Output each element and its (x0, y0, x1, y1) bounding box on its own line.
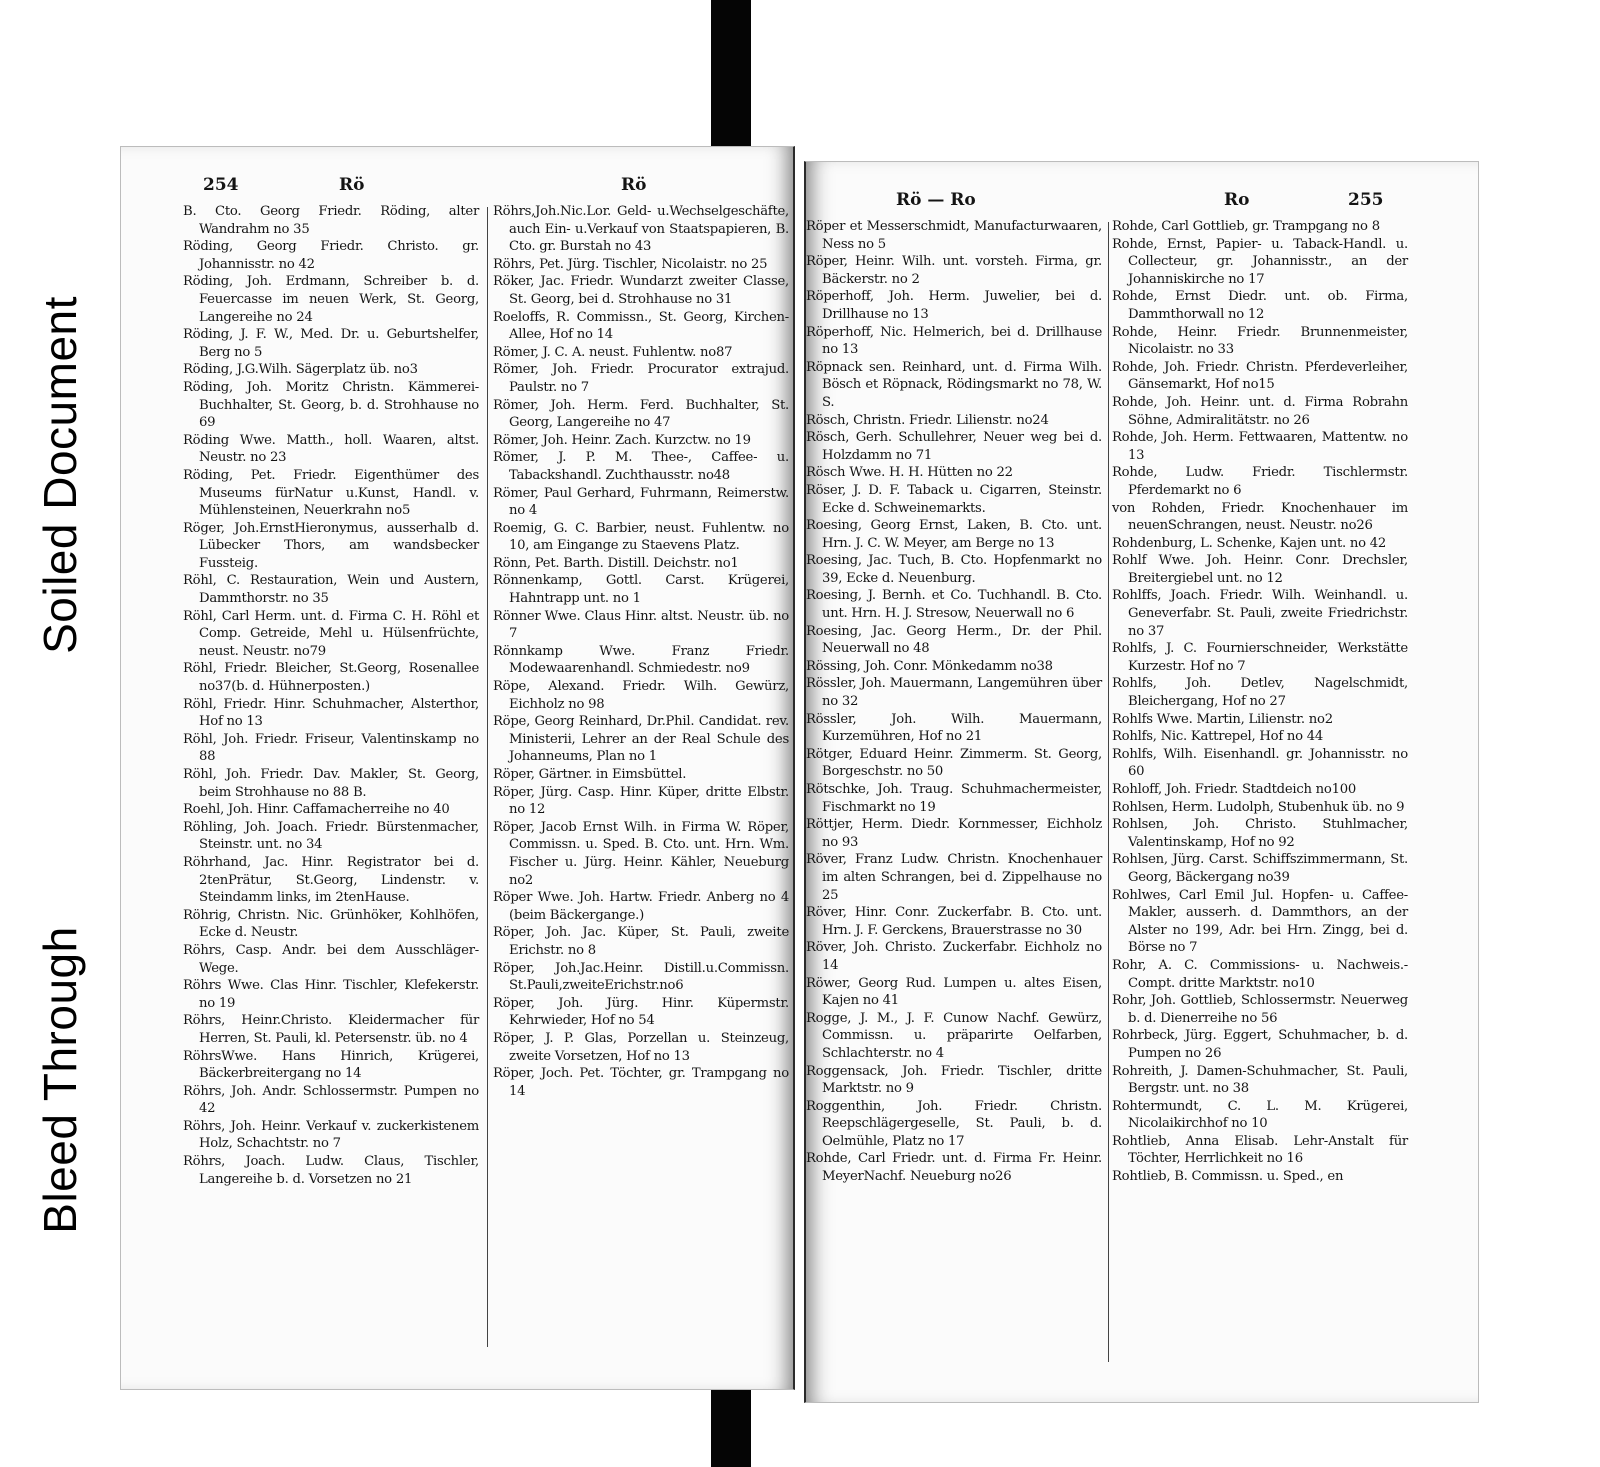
directory-entry: Röhrs, Heinr.Christo. Kleidermacher für Herren, St. Pauli, kl. Petersenstr. üb. no 4 (183, 1013, 479, 1046)
right-page-header (806, 190, 1478, 216)
directory-entry: Röper et Messerschmidt, Manufacturwaaren, Ness no 5 (806, 219, 1102, 252)
directory-entry: Rohr, A. C. Commissions- u. Nachweis.-Compt. dritte Marktstr. no10 (1112, 957, 1408, 991)
directory-entry: Röhl, Friedr. Bleicher, St.Georg, Rosenallee no37(b. d. Hühnerposten.) (183, 661, 479, 695)
directory-entry: Rohr, Joh. Gottlieb, Schlossermstr. Neuerweg b. d. Dienerreihe no 56 (1112, 993, 1408, 1026)
directory-entry: Rohde, Carl Friedr. unt. d. Firma Fr. Heinr. MeyerNachf. Neueburg no26 (806, 1151, 1102, 1185)
directory-entry: Roggenthin, Joh. Friedr. Christn. Reepschlägergeselle, St. Pauli, b. d. Oelmühle, Platz no 17 (806, 1098, 1102, 1149)
directory-entry: Rösch, Gerh. Schullehrer, Neuer weg bei d. Holzdamm no 71 (806, 430, 1102, 463)
running-head-right-col2: Ro (1224, 190, 1250, 210)
directory-entry: Rohlfs, Wilh. Eisenhandl. gr. Johannisstr. no 60 (1112, 746, 1408, 780)
directory-entry: Rohlffs, Joach. Friedr. Wilh. Weinhandl. u. Geneverfabr. St. Pauli, zweite Friedrichstr. no 37 (1112, 588, 1408, 639)
directory-entry: Röpe, Alexand. Friedr. Wilh. Gewürz, Eichholz no 98 (493, 679, 789, 712)
directory-entry: Röperhoff, Nic. Helmerich, bei d. Drillhause no 13 (806, 324, 1102, 358)
right-page-column-2 (1112, 218, 1408, 1186)
directory-entry: Rohlfs Wwe. Martin, Lilienstr. no2 (1112, 711, 1333, 727)
directory-entry: Rohlfs, Nic. Kattrepel, Hof no 44 (1112, 729, 1324, 745)
directory-entry: B. Cto. Georg Friedr. Röding, alter Wandrahm no 35 (183, 204, 479, 237)
binding-gutter-top (711, 0, 751, 170)
directory-entry: Röpnack sen. Reinhard, unt. d. Firma Wilh. Bösch et Röpnack, Rödingsmarkt no 78, W. S. (806, 359, 1102, 410)
left-page-header (121, 175, 793, 201)
directory-entry: Röper, Jürg. Casp. Hinr. Küper, dritte Elbstr. no 12 (493, 784, 789, 818)
column-divider (1108, 222, 1109, 1362)
directory-entry: Römer, J. C. A. neust. Fuhlentw. no87 (493, 344, 733, 360)
directory-entry: Rönnkamp Wwe. Franz Friedr. Modewaarenhandl. Schmiedestr. no9 (493, 643, 789, 677)
directory-entry: Röhrs, Casp. Andr. bei dem Ausschläger-Wege. (183, 942, 479, 976)
directory-entry: Röhl, Carl Herm. unt. d. Firma C. H. Röhl et Comp. Getreide, Mehl u. Hülsenfrüchte, neust. Neustr. no79 (183, 608, 479, 659)
column-divider (487, 207, 488, 1347)
directory-entry: RöhrsWwe. Hans Hinrich, Krügerei, Bäckerbreitergang no 14 (183, 1048, 479, 1082)
directory-entry: Röhrs Wwe. Clas Hinr. Tischler, Klefekerstr. no 19 (183, 978, 479, 1011)
directory-entry: Rohlwes, Carl Emil Jul. Hopfen- u. Caffee-Makler, ausserh. d. Dammthors, an der Alster no 199, Adr. bei Hrn. Zingg, bei d. Börse no 7 (1112, 887, 1408, 956)
right-page-column-1 (806, 218, 1102, 1186)
directory-entry: Röhrig, Christn. Nic. Grünhöker, Kohlhöfen, Ecke d. Neustr. (183, 907, 479, 941)
directory-entry: Röker, Jac. Friedr. Wundarzt zweiter Classe, St. Georg, bei d. Strohhause no 31 (493, 274, 789, 307)
directory-entry: Röhrs, Pet. Jürg. Tischler, Nicolaistr. no 25 (493, 256, 768, 272)
directory-entry: Rönnenkamp, Gottl. Carst. Krügerei, Hahntrapp unt. no 1 (493, 573, 789, 607)
directory-entry: Röper, J. P. Glas, Porzellan u. Steinzeug, zweite Vorsetzen, Hof no 13 (493, 1030, 789, 1064)
directory-entry: Röhrs, Joh. Heinr. Verkauf v. zuckerkistenem Holz, Schachtstr. no 7 (183, 1118, 479, 1152)
directory-entry: Rohtlieb, Anna Elisab. Lehr-Anstalt für Töchter, Herrlichkeit no 16 (1112, 1133, 1408, 1167)
directory-entry: Röver, Hinr. Conr. Zuckerfabr. B. Cto. unt. Hrn. J. F. Gerckens, Brauerstrasse no 30 (806, 905, 1102, 938)
directory-entry: Rösch Wwe. H. H. Hütten no 22 (806, 465, 1013, 481)
directory-entry: Rohlfs, J. C. Fournierschneider, Werkstätte Kurzestr. Hof no 7 (1112, 641, 1408, 674)
directory-entry: Rogge, J. M., J. F. Cunow Nachf. Gewürz, Commissn. u. präparirte Oelfarben, Schlachterstr. no 4 (806, 1010, 1102, 1061)
directory-entry: Roehl, Joh. Hinr. Caffamacherreihe no 40 (183, 802, 450, 818)
running-head-left-col1: Rö (339, 175, 365, 195)
directory-entry: Röper, Joh.Jac.Heinr. Distill.u.Commissn. St.Pauli,zweiteErichstr.no6 (493, 960, 789, 994)
directory-entry: Röper, Gärtner. in Eimsbüttel. (493, 767, 687, 782)
directory-entry: Röper, Joch. Pet. Töchter, gr. Trampgang no 14 (493, 1066, 789, 1099)
directory-entry: Rössing, Joh. Conr. Mönkedamm no38 (806, 658, 1053, 674)
directory-entry: Rössler, Joh. Mauermann, Langemühren über no 32 (806, 676, 1102, 710)
directory-entry: Röhl, Joh. Friedr. Friseur, Valentinskamp no 88 (183, 731, 479, 765)
directory-entry: Rohrbeck, Jürg. Eggert, Schuhmacher, b. d. Pumpen no 26 (1112, 1028, 1408, 1061)
directory-entry: Rohde, Joh. Heinr. unt. d. Firma Robrahn Söhne, Admiralitätstr. no 26 (1112, 394, 1408, 428)
directory-entry: Römer, Joh. Herm. Ferd. Buchhalter, St. Georg, Langereihe no 47 (493, 397, 789, 431)
directory-entry: Röper Wwe. Joh. Hartw. Friedr. Anberg no 4 (beim Bäckergange.) (493, 890, 789, 923)
directory-entry: Röhrs, Joach. Ludw. Claus, Tischler, Langereihe b. d. Vorsetzen no 21 (183, 1154, 479, 1187)
left-page-column-2 (493, 203, 789, 1100)
directory-entry: Rohlf Wwe. Joh. Heinr. Conr. Drechsler, Breitergiebel unt. no 12 (1112, 553, 1408, 586)
directory-entry: Römer, Joh. Heinr. Zach. Kurzctw. no 19 (493, 432, 751, 448)
directory-entry: Roesing, Georg Ernst, Laken, B. Cto. unt. Hrn. J. C. W. Meyer, am Berge no 13 (806, 518, 1102, 551)
running-head-right-col1: Rö — Ro (896, 190, 976, 210)
directory-entry: Röper, Jacob Ernst Wilh. in Firma W. Röper, Commissn. u. Sped. B. Cto. unt. Hrn. Wm. Fischer u. Jürg. Heinr. Kähler, Neueburg no2 (493, 819, 789, 888)
left-page-column-1 (183, 203, 479, 1188)
directory-entry: Rohde, Ernst Diedr. unt. ob. Firma, Dammthorwall no 12 (1112, 289, 1408, 322)
directory-entry: Roeloffs, R. Commissn., St. Georg, Kirchen-Allee, Hof no 14 (493, 309, 789, 343)
directory-entry: Rohlfs, Joh. Detlev, Nagelschmidt, Bleichergang, Hof no 27 (1112, 676, 1408, 710)
directory-entry: Rohtermundt, C. L. M. Krügerei, Nicolaikirchhof no 10 (1112, 1098, 1408, 1132)
directory-entry: Röhrs, Joh. Andr. Schlossermstr. Pumpen no 42 (183, 1083, 479, 1117)
directory-entry: Rössler, Joh. Wilh. Mauermann, Kurzemühren, Hof no 21 (806, 711, 1102, 745)
directory-entry: Röver, Joh. Christo. Zuckerfabr. Eichholz no 14 (806, 940, 1102, 973)
directory-entry: Rösch, Christn. Friedr. Lilienstr. no24 (806, 412, 1049, 428)
directory-entry: Röhl, C. Restauration, Wein und Austern, Dammthorstr. no 35 (183, 573, 479, 607)
directory-entry: Röding, Georg Friedr. Christo. gr. Johannisstr. no 42 (183, 239, 479, 272)
directory-entry: Rohde, Heinr. Friedr. Brunnenmeister, Nicolaistr. no 33 (1112, 324, 1408, 358)
directory-entry: Röper, Heinr. Wilh. unt. vorsteh. Firma, gr. Bäckerstr. no 2 (806, 254, 1102, 287)
directory-entry: Rohdenburg, L. Schenke, Kajen unt. no 42 (1112, 535, 1387, 551)
directory-entry: Röding Wwe. Matth., holl. Waaren, altst. Neustr. no 23 (183, 432, 479, 466)
directory-entry: Rötschke, Joh. Traug. Schuhmachermeister, Fischmarkt no 19 (806, 782, 1102, 815)
page-number-right: 255 (1348, 190, 1384, 210)
left-page (120, 146, 795, 1390)
right-page (804, 161, 1479, 1403)
directory-entry: Rönner Wwe. Claus Hinr. altst. Neustr. üb. no 7 (493, 608, 789, 642)
directory-entry: Röhrs,Joh.Nic.Lor. Geld- u.Wechselgeschäfte, auch Ein- u.Verkauf von Staatspapieren, B. Cto. gr. Burstah no 43 (493, 204, 789, 255)
directory-entry: Rohlsen, Jürg. Carst. Schiffszimmermann, St. Georg, Bäckergang no39 (1112, 852, 1408, 885)
directory-entry: Rohde, Ludw. Friedr. Tischlermstr. Pferdemarkt no 6 (1112, 465, 1408, 498)
directory-entry: Rohlsen, Joh. Christo. Stuhlmacher, Valentinskamp, Hof no 92 (1112, 817, 1408, 850)
directory-entry: Roesing, Jac. Tuch, B. Cto. Hopfenmarkt no 39, Ecke d. Neuenburg. (806, 553, 1102, 586)
directory-entry: von Rohden, Friedr. Knochenhauer im neuenSchrangen, neust. Neustr. no26 (1112, 500, 1408, 534)
directory-entry: Roemig, G. C. Barbier, neust. Fuhlentw. no 10, am Eingange zu Staevens Platz. (493, 520, 789, 554)
directory-entry: Rohde, Joh. Friedr. Christn. Pferdeverleiher, Gänsemarkt, Hof no15 (1112, 359, 1408, 393)
directory-entry: Rohde, Carl Gottlieb, gr. Trampgang no 8 (1112, 219, 1380, 234)
directory-entry: Römer, Paul Gerhard, Fuhrmann, Reimerstw. no 4 (493, 485, 789, 519)
directory-entry: Röding, J. F. W., Med. Dr. u. Geburtshelfer, Berg no 5 (183, 327, 479, 360)
directory-entry: Rohlsen, Herm. Ludolph, Stubenhuk üb. no 9 (1112, 799, 1405, 815)
directory-entry: Rohloff, Joh. Friedr. Stadtdeich no100 (1112, 782, 1357, 797)
directory-entry: Röhl, Joh. Friedr. Dav. Makler, St. Georg, beim Strohhause no 88 B. (183, 767, 479, 800)
directory-entry: Röper, Joh. Jürg. Hinr. Küpermstr. Kehrwieder, Hof no 54 (493, 995, 789, 1029)
directory-entry: Röser, J. D. F. Taback u. Cigarren, Steinstr. Ecke d. Schweinemarkts. (806, 482, 1102, 516)
directory-entry: Rohde, Ernst, Papier- u. Taback-Handl. u. Collecteur, gr. Johannisstr., an der Johanniskirche no 17 (1112, 236, 1408, 287)
directory-entry: Rötger, Eduard Heinr. Zimmerm. St. Georg, Borgeschstr. no 50 (806, 746, 1102, 780)
directory-entry: Rohde, Joh. Herm. Fettwaaren, Mattentw. no 13 (1112, 430, 1408, 463)
running-head-left-col2: Rö (621, 175, 647, 195)
directory-entry: Röger, Joh.ErnstHieronymus, ausserhalb d. Lübecker Thors, am wandsbecker Fussteig. (183, 520, 479, 571)
directory-entry: Rönn, Pet. Barth. Distill. Deichstr. no1 (493, 555, 739, 571)
directory-entry: Röwer, Georg Rud. Lumpen u. altes Eisen, Kajen no 41 (806, 975, 1102, 1009)
directory-entry: Römer, J. P. M. Thee-, Caffee- u. Tabackshandl. Zuchthausstr. no48 (493, 450, 789, 483)
directory-entry: Röpe, Georg Reinhard, Dr.Phil. Candidat. rev. Ministerii, Lehrer an der Real Schule des Johanneums, Plan no 1 (493, 714, 789, 765)
directory-entry: Roesing, Jac. Georg Herm., Dr. der Phil. Neuerwall no 48 (806, 623, 1102, 657)
directory-entry: Röper, Joh. Jac. Küper, St. Pauli, zweite Erichstr. no 8 (493, 925, 789, 958)
binding-gutter-bottom (711, 1388, 751, 1467)
directory-entry: Röding, Joh. Moritz Christn. Kämmerei-Buchhalter, St. Georg, b. d. Strohhause no 69 (183, 379, 479, 431)
directory-entry: Röhrhand, Jac. Hinr. Registrator bei d. 2tenPrätur, St.Georg, Lindenstr. v. Steindamm links, im 2tenHause. (183, 854, 479, 906)
directory-entry: Röding, Joh. Erdmann, Schreiber b. d. Feuercasse im neuen Werk, St. Georg, Langereihe no 24 (183, 274, 479, 325)
directory-entry: Roesing, J. Bernh. et Co. Tuchhandl. B. Cto. unt. Hrn. H. J. Stresow, Neuerwall no 6 (806, 588, 1102, 622)
directory-entry: Rohtlieb, B. Commissn. u. Sped., en (1112, 1169, 1344, 1185)
directory-entry: Röver, Franz Ludw. Christn. Knochenhauer im alten Schrangen, bei d. Zippelhause no 25 (806, 852, 1102, 903)
directory-entry: Röding, Pet. Friedr. Eigenthümer des Museums fürNatur u.Kunst, Handl. v. Mühlensteinen, Neuerkrahn no5 (183, 467, 479, 519)
directory-entry: Roggensack, Joh. Friedr. Tischler, dritte Marktstr. no 9 (806, 1063, 1102, 1097)
directory-entry: Rohreith, J. Damen-Schuhmacher, St. Pauli, Bergstr. unt. no 38 (1112, 1063, 1408, 1097)
page-number-left: 254 (203, 175, 239, 195)
directory-entry: Röttjer, Herm. Diedr. Kornmesser, Eichholz no 93 (806, 817, 1102, 850)
directory-entry: Röhl, Friedr. Hinr. Schuhmacher, Alsterthor, Hof no 13 (183, 696, 479, 730)
directory-entry: Röding, J.G.Wilh. Sägerplatz üb. no3 (183, 362, 418, 378)
directory-entry: Röperhoff, Joh. Herm. Juwelier, bei d. Drillhause no 13 (806, 289, 1102, 322)
directory-entry: Römer, Joh. Friedr. Procurator extrajud. Paulstr. no 7 (493, 362, 789, 395)
directory-entry: Röhling, Joh. Joach. Friedr. Bürstenmacher, Steinstr. unt. no 34 (183, 819, 479, 853)
